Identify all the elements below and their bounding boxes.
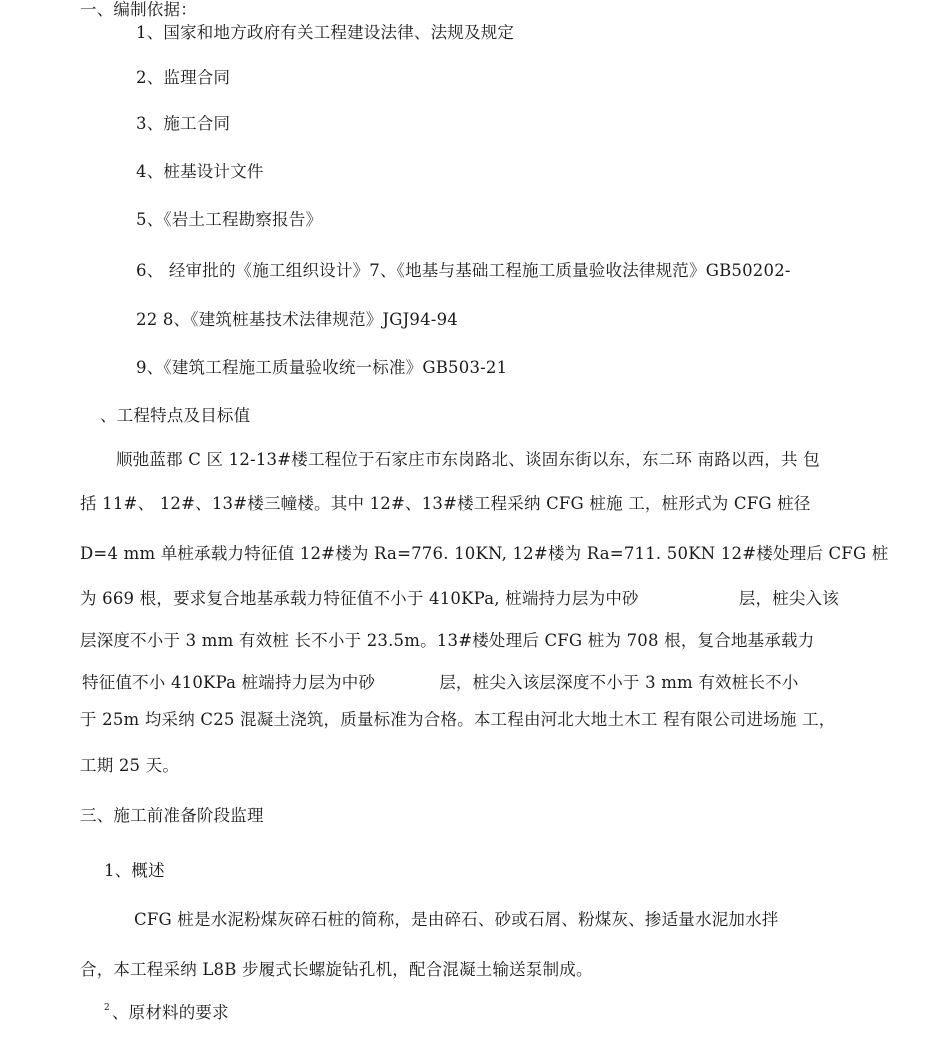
subsection-3-2-number: 2	[104, 1003, 110, 1013]
paragraph-1-line-6-part-b: 层，桩尖入该层深度不小于 3 mm 有效桩长不小	[439, 673, 799, 692]
basis-item-7-continued: 22 8、《建筑桩基技术法律规范》JGJ94-94	[136, 310, 458, 329]
basis-item-3: 3、施工合同	[136, 114, 231, 133]
basis-item-9: 9、《建筑工程施工质量验收统一标准》GB503-21	[136, 358, 508, 377]
section-3-heading: 三、施工前准备阶段监理	[80, 806, 264, 825]
subsection-3-2-text: 、原材料的要求	[111, 1003, 229, 1022]
subsection-3-2-heading	[104, 998, 229, 1023]
paragraph-1-line-6	[82, 673, 799, 693]
section-2-heading: 、工程特点及目标值	[100, 406, 251, 425]
paragraph-1-line-2: 括 11#、 12#、13#楼三幢楼。其中 12#、13#楼工程采纳 CFG 桩施 工，桩形式为 CFG 桩径	[80, 494, 811, 513]
paragraph-2-line-2: 合，本工程采纳 L8B 步履式长螺旋钻孔机，配合混凝土输送泵制成。	[80, 960, 593, 979]
basis-item-4: 4、桩基设计文件	[136, 162, 264, 181]
paragraph-1-line-1: 顺弛蓝郡 C 区 12-13#楼工程位于石家庄市东岗路北、谈固东街以东，东二环 南路以西，共 包	[116, 450, 820, 469]
paragraph-1-line-4-part-b: 层，桩尖入该	[738, 589, 839, 608]
paragraph-1-line-5: 层深度不小于 3 mm 有效桩 长不小于 23.5m。13#楼处理后 CFG 桩为 708 根，复合地基承载力	[80, 631, 815, 650]
basis-item-2: 2、监理合同	[136, 68, 231, 87]
paragraph-1-line-3: D=4 mm 单桩承载力特征值 12#楼为 Ra=776. 10KN, 12#楼为 Ra=711. 50KN 12#楼处理后 CFG 桩	[80, 544, 889, 563]
subsection-3-1-heading: 1、概述	[104, 861, 165, 880]
paragraph-1-line-4-part-a: 为 669 根，要求复合地基承载力特征值不小于 410KPa, 桩端持力层为中砂	[80, 589, 639, 608]
paragraph-1-line-7: 于 25m 均采纳 C25 混凝土浇筑，质量标准为合格。本工程由河北大地土木工 程有限公司进场施 工，	[80, 710, 836, 729]
paragraph-1-line-8: 工期 25 天。	[80, 756, 180, 775]
section-1-heading: 一、编制依据：	[80, 0, 197, 19]
paragraph-2-line-1: CFG 桩是水泥粉煤灰碎石桩的简称，是由碎石、砂或石屑、粉煤灰、掺适量水泥加水拌	[134, 910, 779, 929]
paragraph-1-line-4	[80, 589, 839, 609]
basis-item-1: 1、国家和地方政府有关工程建设法律、法规及规定	[136, 23, 515, 42]
basis-item-6: 6、 经审批的《施工组织设计》7、《地基与基础工程施工质量验收法律规范》GB50202-	[136, 261, 791, 280]
paragraph-1-line-6-part-a: 特征值不小 410KPa 桩端持力层为中砂	[82, 673, 376, 692]
basis-item-5: 5、《岩土工程勘察报告》	[136, 210, 323, 229]
